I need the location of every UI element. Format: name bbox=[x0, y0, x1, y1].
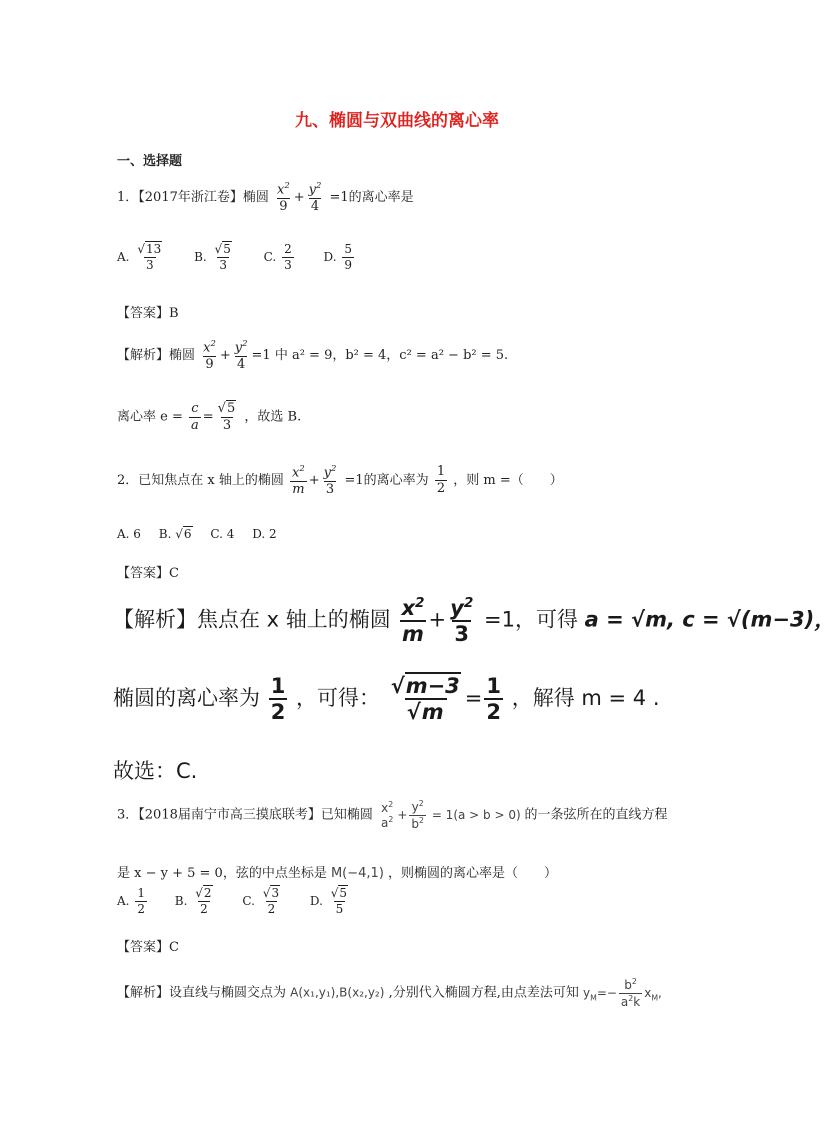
question-2-prefix: 2．已知焦点在 x 轴上的椭圆 bbox=[117, 472, 284, 488]
q2-analysis-2c: ，解得 m = 4 . bbox=[511, 686, 660, 711]
question-3-line-2a: 是 x − y + 5 = 0，弦的中点坐标是 bbox=[117, 866, 327, 881]
question-2-suffix: =1的离心率为 bbox=[344, 472, 429, 488]
q3-analysis: 【解析】设直线与椭圆交点为 A(x₁,y₁),B(x₂,y₂) ,分别代入椭圆方程,由点差法可知 $y_M=-$ $\frac{b^2}{a^2k}$ $x_M$, bbox=[117, 977, 662, 1009]
q2-option-d: D. 2 bbox=[252, 527, 277, 541]
q2-analysis-line-3: 故选：C. bbox=[113, 759, 198, 783]
q2-analysis-line-1: 【解析】焦点在 x 轴上的椭圆 $\frac{x^2}{m}$ + $\frac{y^2}{3}$ =1，可得 a = √m, c = √(m−3)， bbox=[113, 595, 835, 647]
question-3-prefix: 3．【2018届南宁市高三摸底联考】已知椭圆 bbox=[117, 807, 373, 823]
q3-points: A(x₁,y₁),B(x₂,y₂) bbox=[290, 985, 385, 1000]
q3-option-b-label: B. bbox=[174, 893, 188, 908]
question-3-condition: = 1(a > b > 0) bbox=[431, 807, 521, 822]
question-1-suffix: =1的离心率是 bbox=[329, 189, 414, 205]
q1-analysis-label: 【解析】椭圆 bbox=[117, 347, 196, 363]
question-3: 3．【2018届南宁市高三摸底联考】已知椭圆 $x^2$ $a^2$ + $\frac{y^2}{b^2}$ = 1(a > b > 0) 的一条弦所在的直线方程 bbox=[117, 799, 668, 831]
question-3-line-2b: ，则椭圆的离心率是（ ） bbox=[388, 866, 558, 881]
q3-option-a-label: A. bbox=[117, 893, 130, 908]
question-3-suffix: 的一条弦所在的直线方程 bbox=[524, 807, 668, 823]
q1-choose: ，故选 B. bbox=[244, 409, 302, 425]
q1-analysis: 【解析】椭圆 $\frac{x^2}{9}$ + $\frac{y^2}{4}$ =1 中 a² = 9，b² = 4，c² = a² − b² = 5. bbox=[117, 338, 509, 372]
q3-option-c-label: C. bbox=[242, 893, 255, 908]
q1-option-a-label: A. bbox=[117, 249, 130, 264]
q1-analysis-tail: 中 a² = 9，b² = 4，c² = a² − b² = 5. bbox=[274, 347, 509, 363]
question-1-options: A. $\frac{√13}{3}$ B. $\frac{√5}{3}$ C. $\frac{2}{3}$ D. $\frac{5}{9}$ bbox=[117, 242, 353, 272]
question-2-options: A. 6 B. √6 C. 4 D. 2 bbox=[117, 527, 277, 541]
question-2: 2．已知焦点在 x 轴上的椭圆 $\frac{x^2}{m}$ + $\frac{y^2}{3}$ =1的离心率为 $\frac{1}{2}$ ，则 m =（ ） bbox=[117, 463, 563, 497]
question-1-prefix: 1．【2017年浙江卷】椭圆 bbox=[117, 189, 269, 205]
q3-analysis-a: 【解析】设直线与椭圆交点为 bbox=[117, 985, 287, 1001]
question-3-options: A. $\frac{1}{2}$ B. $\frac{√2}{2}$ C. $\frac{√3}{2}$ D. $\frac{√5}{5}$ bbox=[117, 886, 348, 916]
q1-option-c-label: C. bbox=[263, 249, 277, 264]
q1-answer: 【答案】B bbox=[117, 306, 179, 321]
q3-analysis-b: ,分别代入椭圆方程,由点差法可知 bbox=[388, 985, 579, 1001]
question-3-line-2 bbox=[117, 862, 557, 881]
page-title: 九、椭圆与双曲线的离心率 bbox=[295, 111, 499, 131]
q2-option-b-label: B. bbox=[158, 527, 172, 541]
q3-option-d-label: D. bbox=[309, 893, 323, 908]
question-3-midpoint: M(−4,1) bbox=[330, 866, 384, 881]
q1-eccentricity-label: 离心率 e = bbox=[117, 409, 183, 425]
q2-analysis-2a: 椭圆的离心率为 bbox=[113, 686, 260, 711]
q1-eccentricity: 离心率 e = $\frac{c}{a}$ = $\frac{√5}{3}$ ，故选 B. bbox=[117, 401, 302, 433]
q3-answer: 【答案】C bbox=[117, 940, 179, 955]
q2-option-c: C. 4 bbox=[210, 527, 235, 541]
question-2-tail: ，则 m =（ ） bbox=[453, 472, 563, 488]
q1-option-d-label: D. bbox=[323, 249, 337, 264]
q2-answer: 【答案】C bbox=[117, 566, 179, 581]
q2-analysis-1b: =1，可得 bbox=[484, 607, 578, 632]
q2-analysis-1c: a = √m, c = √(m−3)， bbox=[584, 607, 835, 632]
q2-option-a: A. 6 bbox=[117, 527, 141, 541]
q1-option-b-label: B. bbox=[194, 249, 207, 264]
q2-analysis-line-2: 椭圆的离心率为 $\frac{1}{2}$ ，可得： $\frac{√m-3}{√m}$ = $\frac{1}{2}$ ，解得 m = 4 . bbox=[113, 674, 660, 725]
q2-analysis-2b: ，可得： bbox=[296, 686, 380, 711]
q2-analysis-1a: 【解析】焦点在 x 轴上的椭圆 bbox=[113, 607, 391, 632]
section-heading: 一、选择题 bbox=[117, 154, 183, 169]
question-1: 1．【2017年浙江卷】椭圆 $\frac{x^2}{9}$ + $\frac{y^2}{4}$ =1的离心率是 bbox=[117, 180, 414, 214]
